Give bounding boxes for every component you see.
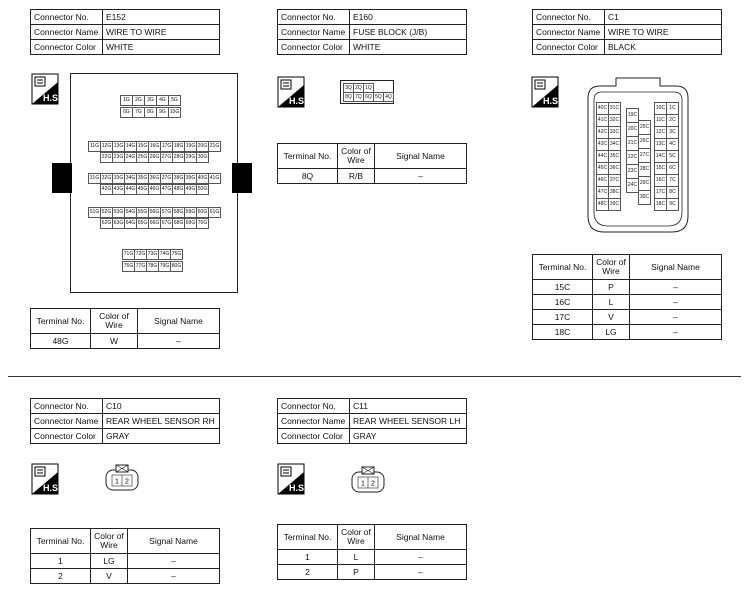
connector-pin: 3G bbox=[144, 95, 157, 106]
connector-pin: 4C bbox=[666, 138, 679, 151]
connector-pin: 8G bbox=[144, 107, 157, 118]
connector-pin: 40G bbox=[196, 173, 209, 184]
color-of-wire-header: Color of Wire bbox=[338, 144, 375, 169]
connector-pin: 16G bbox=[148, 141, 161, 152]
connector-pin: 56G bbox=[148, 207, 161, 218]
connector-pin: 71G bbox=[122, 249, 135, 260]
connector-pin: 32C bbox=[608, 114, 621, 127]
connector-pin: 43G bbox=[112, 184, 125, 195]
c1-signal-table bbox=[532, 254, 722, 340]
connector-pin: 76G bbox=[122, 261, 135, 272]
connector-pin: 10C bbox=[654, 102, 667, 115]
hs-icon bbox=[32, 464, 61, 494]
connector-no-label: Connector No. bbox=[31, 10, 103, 25]
terminal-no-header: Terminal No. bbox=[31, 309, 91, 334]
pin-2: 2 bbox=[125, 478, 129, 486]
connector-pin: 3C bbox=[666, 126, 679, 139]
svg-text:H.S.: H.S. bbox=[289, 96, 307, 106]
connector-color-label: Connector Color bbox=[533, 40, 605, 55]
e152-connector-info bbox=[30, 9, 220, 55]
table-row: 18C LG – bbox=[533, 325, 722, 340]
connector-pin: 11G bbox=[88, 141, 101, 152]
c11-connector-face bbox=[350, 466, 386, 494]
connector-pin: 4G bbox=[156, 95, 169, 106]
color-of-wire-header: Color of Wire bbox=[91, 529, 128, 554]
signal-name-header: Signal Name bbox=[630, 255, 722, 280]
connector-pin: 20G bbox=[196, 141, 209, 152]
connector-pin: 15G bbox=[136, 141, 149, 152]
connector-color-value: GRAY bbox=[350, 429, 467, 444]
connector-pin: 25G bbox=[136, 152, 149, 163]
connector-color-value: GRAY bbox=[103, 429, 220, 444]
table-row: 2 V – bbox=[31, 569, 220, 584]
signal-name-header: Signal Name bbox=[138, 309, 220, 334]
connector-pin: 38C bbox=[608, 186, 621, 199]
connector-pin: 1G bbox=[120, 95, 133, 106]
connector-pin: 24G bbox=[124, 152, 137, 163]
connector-pin: 4Q bbox=[383, 92, 394, 102]
latch-right bbox=[232, 163, 252, 193]
latch-left bbox=[52, 163, 72, 193]
connector-pin: 74G bbox=[158, 249, 171, 260]
connector-pin: 26G bbox=[148, 152, 161, 163]
connector-pin: 59G bbox=[184, 207, 197, 218]
connector-pin: 8C bbox=[666, 186, 679, 199]
signal-name-header: Signal Name bbox=[128, 529, 220, 554]
pin-1: 1 bbox=[115, 478, 119, 486]
connector-color-label: Connector Color bbox=[31, 40, 103, 55]
pin-1: 1 bbox=[361, 480, 365, 488]
terminal-no-header: Terminal No. bbox=[278, 144, 338, 169]
connector-pin: 77G bbox=[134, 261, 147, 272]
connector-pin: 47G bbox=[160, 184, 173, 195]
connector-pin: 52G bbox=[100, 207, 113, 218]
svg-text:H.S.: H.S. bbox=[543, 96, 561, 106]
connector-pin: 25C bbox=[638, 120, 651, 135]
signal-name-header: Signal Name bbox=[375, 144, 467, 169]
connector-pin: 5G bbox=[168, 95, 181, 106]
connector-pin: 9G bbox=[156, 107, 169, 118]
connector-pin: 36C bbox=[608, 162, 621, 175]
color-of-wire-header: Color of Wire bbox=[91, 309, 138, 334]
connector-pin: 41G bbox=[208, 173, 221, 184]
connector-pin: 19C bbox=[626, 108, 639, 123]
connector-pin: 17G bbox=[160, 141, 173, 152]
connector-pin: 7Q bbox=[353, 92, 364, 102]
table-row: 1 L – bbox=[278, 550, 467, 565]
connector-pin: 51G bbox=[88, 207, 101, 218]
connector-color-label: Connector Color bbox=[31, 429, 103, 444]
table-row: 2 P – bbox=[278, 565, 467, 580]
connector-name-label: Connector Name bbox=[31, 25, 103, 40]
connector-pin: 48G bbox=[172, 184, 185, 195]
connector-pin: 61G bbox=[208, 207, 221, 218]
connector-pin: 68G bbox=[172, 218, 185, 229]
connector-pin: 33C bbox=[608, 126, 621, 139]
connector-pin: 70G bbox=[196, 218, 209, 229]
connector-pin: 23C bbox=[626, 164, 639, 179]
connector-pin: 11C bbox=[654, 114, 667, 127]
connector-pin: 41C bbox=[596, 114, 609, 127]
connector-pin: 79G bbox=[158, 261, 171, 272]
connector-pin: 80G bbox=[170, 261, 183, 272]
connector-pin: 72G bbox=[134, 249, 147, 260]
table-row: 16C L – bbox=[533, 295, 722, 310]
connector-pin: 12C bbox=[654, 126, 667, 139]
terminal-no-header: Terminal No. bbox=[31, 529, 91, 554]
connector-pin: 35C bbox=[608, 150, 621, 163]
e152-connector-face bbox=[52, 73, 242, 293]
c11-connector-info bbox=[277, 398, 467, 444]
connector-name-value: WIRE TO WIRE bbox=[103, 25, 220, 40]
hs-icon bbox=[278, 77, 307, 107]
connector-pin: 47C bbox=[596, 186, 609, 199]
connector-pin: 13C bbox=[654, 138, 667, 151]
connector-color-value: BLACK bbox=[605, 40, 722, 55]
connector-pin: 54G bbox=[124, 207, 137, 218]
connector-pin: 35G bbox=[136, 173, 149, 184]
connector-pin: 50G bbox=[196, 184, 209, 195]
connector-no-value: E160 bbox=[350, 10, 467, 25]
connector-pin: 37C bbox=[608, 174, 621, 187]
connector-pin: 15C bbox=[654, 162, 667, 175]
connector-no-value: C10 bbox=[103, 399, 220, 414]
connector-pin: 19G bbox=[184, 141, 197, 152]
connector-name-value: WIRE TO WIRE bbox=[605, 25, 722, 40]
color-of-wire-header: Color of Wire bbox=[593, 255, 630, 280]
connector-pin: 29C bbox=[638, 176, 651, 191]
connector-pin: 64G bbox=[124, 218, 137, 229]
connector-pin: 29G bbox=[184, 152, 197, 163]
connector-pin: 22C bbox=[626, 150, 639, 165]
connector-pin: 57G bbox=[160, 207, 173, 218]
connector-pin: 63G bbox=[112, 218, 125, 229]
connector-name-value: REAR WHEEL SENSOR LH bbox=[350, 414, 467, 429]
connector-pin: 36G bbox=[148, 173, 161, 184]
connector-pin: 2Q bbox=[353, 83, 364, 93]
connector-pin: 10G bbox=[168, 107, 181, 118]
c10-connector-info bbox=[30, 398, 220, 444]
table-row: 48G W – bbox=[31, 334, 220, 349]
connector-pin: 32G bbox=[100, 173, 113, 184]
connector-pin: 6Q bbox=[363, 92, 374, 102]
connector-pin: 69G bbox=[184, 218, 197, 229]
table-row: 1 LG – bbox=[31, 554, 220, 569]
connector-pin: 6C bbox=[666, 162, 679, 175]
connector-pin: 62G bbox=[100, 218, 113, 229]
connector-name-value: FUSE BLOCK (J/B) bbox=[350, 25, 467, 40]
connector-color-value: WHITE bbox=[103, 40, 220, 55]
connector-pin: 24C bbox=[626, 178, 639, 193]
connector-no-value: C1 bbox=[605, 10, 722, 25]
section-divider bbox=[8, 376, 741, 377]
connector-pin: 28G bbox=[172, 152, 185, 163]
connector-pin: 27C bbox=[638, 148, 651, 163]
connector-pin: 49G bbox=[184, 184, 197, 195]
c10-connector-face bbox=[104, 464, 140, 492]
connector-pin: 14C bbox=[654, 150, 667, 163]
connector-pin: 38G bbox=[172, 173, 185, 184]
connector-pin: 30C bbox=[638, 190, 651, 205]
connector-pin: 1C bbox=[666, 102, 679, 115]
c11-signal-table bbox=[277, 524, 467, 580]
connector-pin: 60G bbox=[196, 207, 209, 218]
connector-no-label: Connector No. bbox=[278, 399, 350, 414]
connector-color-label: Connector Color bbox=[278, 40, 350, 55]
connector-pin: 43C bbox=[596, 138, 609, 151]
table-row: 8Q R/B – bbox=[278, 169, 467, 184]
connector-no-label: Connector No. bbox=[533, 10, 605, 25]
connector-pin: 28C bbox=[638, 162, 651, 177]
connector-name-label: Connector Name bbox=[278, 25, 350, 40]
connector-pin: 5C bbox=[666, 150, 679, 163]
connector-pin: 18G bbox=[172, 141, 185, 152]
connector-pin: 20C bbox=[626, 122, 639, 137]
color-of-wire-header: Color of Wire bbox=[338, 525, 375, 550]
connector-pin: 9C bbox=[666, 198, 679, 211]
connector-pin: 39G bbox=[184, 173, 197, 184]
connector-pin: 13G bbox=[112, 141, 125, 152]
e152-signal-table bbox=[30, 308, 220, 349]
connector-name-label: Connector Name bbox=[278, 414, 350, 429]
connector-pin: 5Q bbox=[373, 92, 384, 102]
connector-no-label: Connector No. bbox=[278, 10, 350, 25]
connector-pin: 30G bbox=[196, 152, 209, 163]
connector-pin: 17C bbox=[654, 186, 667, 199]
connector-pin: 31G bbox=[88, 173, 101, 184]
c10-signal-table bbox=[30, 528, 220, 584]
connector-pin: 7C bbox=[666, 174, 679, 187]
connector-pin: 33G bbox=[112, 173, 125, 184]
connector-pin: 14G bbox=[124, 141, 137, 152]
connector-pin: 1Q bbox=[363, 83, 374, 93]
connector-pin: 75G bbox=[170, 249, 183, 260]
connector-pin: 23G bbox=[112, 152, 125, 163]
connector-name-label: Connector Name bbox=[533, 25, 605, 40]
connector-pin: 45C bbox=[596, 162, 609, 175]
pin-2: 2 bbox=[371, 480, 375, 488]
e160-connector-info bbox=[277, 9, 467, 55]
connector-pin: 6G bbox=[120, 107, 133, 118]
hs-icon bbox=[532, 77, 561, 107]
connector-pin: 7G bbox=[132, 107, 145, 118]
connector-pin: 67G bbox=[160, 218, 173, 229]
connector-pin: 45G bbox=[136, 184, 149, 195]
terminal-no-header: Terminal No. bbox=[533, 255, 593, 280]
connector-pin: 53G bbox=[112, 207, 125, 218]
signal-name-header: Signal Name bbox=[375, 525, 467, 550]
connector-pin: 3Q bbox=[343, 83, 354, 93]
connector-name-label: Connector Name bbox=[31, 414, 103, 429]
connector-pin: 8Q bbox=[343, 92, 354, 102]
table-row: 17C V – bbox=[533, 310, 722, 325]
connector-name-value: REAR WHEEL SENSOR RH bbox=[103, 414, 220, 429]
table-row: 15C P – bbox=[533, 280, 722, 295]
connector-pin: 34G bbox=[124, 173, 137, 184]
c1-connector-info bbox=[532, 9, 722, 55]
svg-text:H.S.: H.S. bbox=[43, 93, 61, 103]
terminal-no-header: Terminal No. bbox=[278, 525, 338, 550]
connector-pin: 44C bbox=[596, 150, 609, 163]
connector-pin: 18C bbox=[654, 198, 667, 211]
connector-pin: 40C bbox=[596, 102, 609, 115]
connector-pin: 55G bbox=[136, 207, 149, 218]
connector-pin: 46C bbox=[596, 174, 609, 187]
connector-pin: 27G bbox=[160, 152, 173, 163]
connector-pin: 21C bbox=[626, 136, 639, 151]
connector-no-label: Connector No. bbox=[31, 399, 103, 414]
connector-pin: 42C bbox=[596, 126, 609, 139]
connector-pin: 48C bbox=[596, 198, 609, 211]
connector-pin: 73G bbox=[146, 249, 159, 260]
e160-signal-table bbox=[277, 143, 467, 184]
connector-no-value: E152 bbox=[103, 10, 220, 25]
connector-pin: 44G bbox=[124, 184, 137, 195]
connector-pin: 37G bbox=[160, 173, 173, 184]
connector-pin: 16C bbox=[654, 174, 667, 187]
connector-pin: 39C bbox=[608, 198, 621, 211]
hs-icon bbox=[278, 464, 307, 494]
connector-pin: 34C bbox=[608, 138, 621, 151]
connector-pin: 66G bbox=[148, 218, 161, 229]
connector-pin: 42G bbox=[100, 184, 113, 195]
connector-pin: 12G bbox=[100, 141, 113, 152]
connector-pin: 22G bbox=[100, 152, 113, 163]
svg-text:H.S.: H.S. bbox=[289, 483, 307, 493]
connector-pin: 31C bbox=[608, 102, 621, 115]
connector-no-value: C11 bbox=[350, 399, 467, 414]
connector-pin: 2G bbox=[132, 95, 145, 106]
connector-color-value: WHITE bbox=[350, 40, 467, 55]
e160-connector-face bbox=[340, 80, 394, 104]
connector-pin: 26C bbox=[638, 134, 651, 149]
c1-connector-face bbox=[586, 76, 690, 234]
connector-pin: 78G bbox=[146, 261, 159, 272]
connector-pin: 2C bbox=[666, 114, 679, 127]
connector-pin: 65G bbox=[136, 218, 149, 229]
svg-text:H.S.: H.S. bbox=[43, 483, 61, 493]
connector-pin: 58G bbox=[172, 207, 185, 218]
connector-pin: 46G bbox=[148, 184, 161, 195]
connector-pin: 21G bbox=[208, 141, 221, 152]
connector-color-label: Connector Color bbox=[278, 429, 350, 444]
